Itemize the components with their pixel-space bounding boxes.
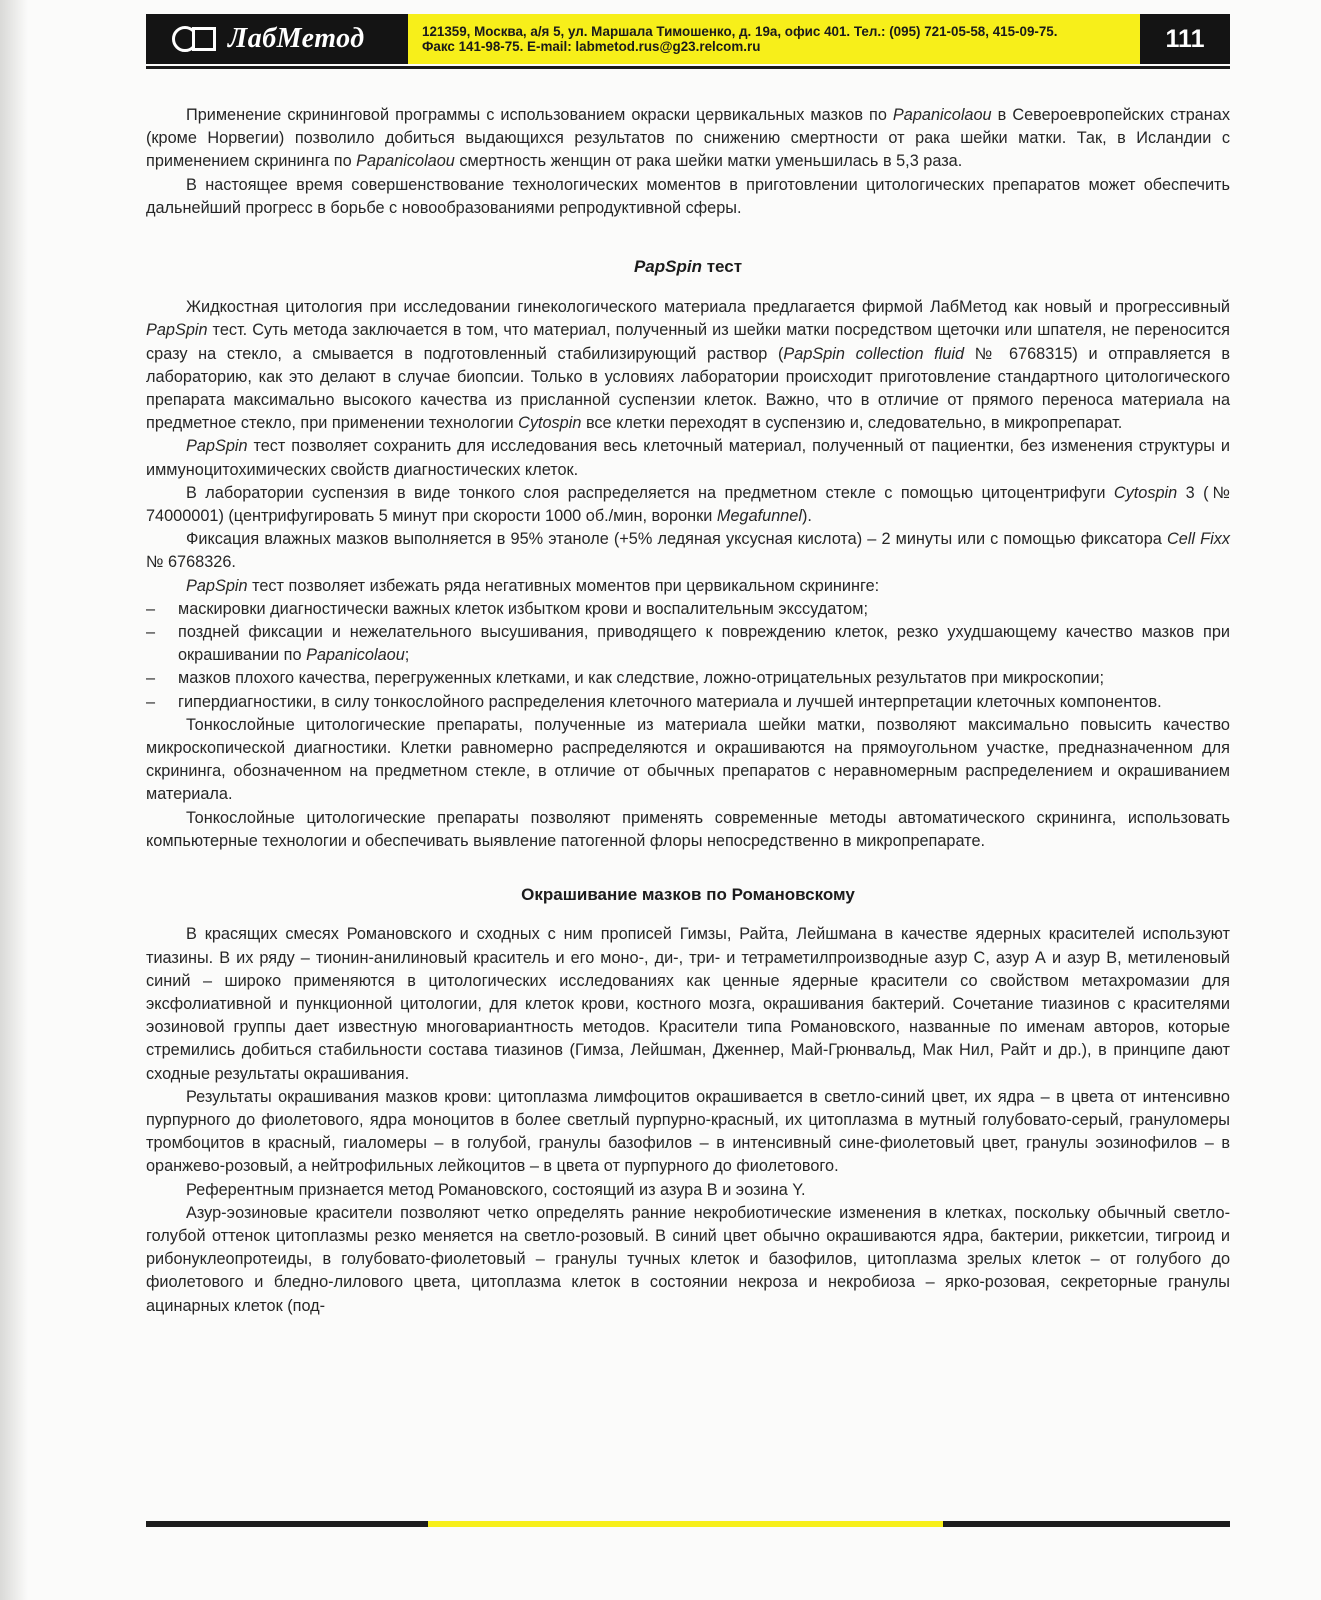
footer-bar-dark-right bbox=[943, 1521, 1230, 1527]
romanovsky-paragraph-3: Референтным признается метод Романовского, состоящий из азура В и эозина Y. bbox=[186, 1180, 806, 1199]
list-item: – мазков плохого качества, перегруженных клетками, и как следствие, ложно-отрицательных результатов при микроскопии; bbox=[146, 667, 1230, 690]
papspin-paragraph-6: Тонкослойные цитологические препараты, полученные из материала шейки матки, позволяют максимально повысить качество микроскопической диагностики. Клетки равномерно распределяются и окрашиваются на прямоугольном участке, предназначенном для скрининга, обозначенном на предметном стекле, в отличие от обычных препаратов с неравномерным распределением и окрашиванием материала. bbox=[146, 715, 1230, 804]
page-header bbox=[146, 14, 1230, 64]
list-item: – поздней фиксации и нежелательного высушивания, приводящего к повреждению клеток, резко ухудшающему качество мазков при окрашивании по Papanicolaou; bbox=[146, 621, 1230, 667]
labmetod-logo-icon bbox=[172, 26, 218, 52]
article-body bbox=[146, 104, 1230, 1318]
romanovsky-paragraph-2: Результаты окрашивания мазков крови: цитоплазма лимфоцитов окрашивается в светло-синий цвет, их ядра – в цвета от интенсивно пурпурного до фиолетового, ядра моноцитов в более светлый пурпурно-красный, их цитоплазма в мутный голубовато-серый, грануломеры тромбоцитов в красный, гиаломеры – в голубой, гранулы базофилов – в интенсивный сине-фиолетовый цвет, гранулы эозинофилов – в оранжево-розовый, а нейтрофильных лейкоцитов – в цвета от пурпурного до фиолетового. bbox=[146, 1087, 1230, 1176]
page-edge-shadow bbox=[0, 0, 28, 1600]
brand-name: ЛабМетод bbox=[228, 23, 365, 54]
papspin-paragraph-2: PapSpin тест позволяет сохранить для исследования весь клеточный материал, полученный от пациентки, без изменения структуры и иммуноцитохимических свойств диагностических клеток. bbox=[146, 437, 1230, 479]
header-rule bbox=[146, 66, 1230, 69]
contact-address: 121359, Москва, а/я 5, ул. Маршала Тимошенко, д. 19а, офис 401. Тел.: (095) 721-05-58, 415-09-75. bbox=[422, 24, 1058, 39]
intro-paragraph-1: Применение скрининговой программы с использованием окраски цервикальных мазков по Papanicolaou в Североевропейских странах (кроме Норвегии) позволило добиться выдающихся результатов по снижению смертности от рака шейки матки. Так, в Исландии с применением скрининга по Papanicolaou смертность женщин от рака шейки матки уменьшилась в 5,3 раза. bbox=[146, 106, 1230, 171]
page-number: 111 bbox=[1140, 14, 1230, 64]
brand-logo bbox=[146, 14, 408, 64]
intro-paragraph-2: В настоящее время совершенствование технологических моментов в приготовлении цитологических препаратов может обеспечить дальнейший прогресс в борьбе с новообразованиями репродуктивной сферы. bbox=[146, 175, 1230, 217]
page-footer-bar bbox=[146, 1521, 1230, 1527]
papspin-paragraph-5: PapSpin тест позволяет избежать ряда негативных моментов при цервикальном скрининге: bbox=[186, 576, 880, 595]
contact-info bbox=[408, 14, 1140, 64]
papspin-benefits-list bbox=[146, 598, 1230, 714]
section-heading-papspin: PapSpin тест bbox=[633, 257, 743, 277]
papspin-paragraph-4: Фиксация влажных мазков выполняется в 95% этаноле (+5% ледяная уксусная кислота) – 2 минуты или с помощью фиксатора Cell Fixx № 6768326. bbox=[146, 530, 1231, 572]
list-item: – маскировки диагностически важных клеток избытком крови и воспалительным экссудатом; bbox=[146, 598, 1230, 621]
romanovsky-paragraph-4: Азур-эозиновые красители позволяют четко определять ранние некробиотические изменения в клетках, поскольку обычный светло-голубой оттенок цитоплазмы резко меняется на светло-розовый. В синий цвет обычно окрашиваются ядра, бактерии, риккетсии, тигроид и рибонуклеопротеиды, в голубовато-фиолетовый – гранулы тучных клеток и базофилов, цитоплазма зрелых клеток – от голубого до фиолетового и бледно-лилового цвета, цитоплазма клеток в состоянии некроза и некробиоза – ярко-розовая, секреторные гранулы ацинарных клеток (под- bbox=[146, 1203, 1230, 1315]
papspin-paragraph-3: В лаборатории суспензия в виде тонкого слоя распределяется на предметном стекле с помощью цитоцентрифуги Cytospin 3 (№ 74000001) (центрифугировать 5 минут при скорости 1000 об./мин, воронки Megafunnel). bbox=[146, 483, 1231, 526]
contact-fax-email: Факс 141-98-75. E-mail: labmetod.rus@g23.relcom.ru bbox=[422, 39, 761, 54]
list-item: – гипердиагностики, в силу тонкослойного распределения клеточного материала и лучшей интерпретации клеточных компонентов. bbox=[146, 691, 1230, 714]
romanovsky-paragraph-1: В красящих смесях Романовского и сходных с ним прописей Гимзы, Райта, Лейшмана в качестве ядерных красителей используют тиазины. В их ряду – тионин-анилиновый краситель и его моно-, ди-, три- и тетраметилпроизводные азур С, азур А и азур В, метиленовый синий – широко применяются в цитологических исследованиях как ценные ядерные красители со свойством метахромазии для эксфолиативной и пункционной цитологии, для клеток крови, костного мозга, окрашивания бактерий. Сочетание тиазинов с красителями эозиновой группы дает известную многовариантность методов. Красители типа Романовского, названные по именам авторов, которые стремились добиться стабильности состава тиазинов (Гимза, Лейшман, Дженнер, Май-Грюнвальд, Мак Нил, Райт и др.), в принципе дают сходные результаты окрашивания. bbox=[146, 925, 1230, 1083]
footer-bar-yellow bbox=[428, 1521, 943, 1527]
footer-bar-dark-left bbox=[146, 1521, 428, 1527]
section-heading-romanovsky: Окрашивание мазков по Романовскому bbox=[521, 885, 855, 905]
papspin-paragraph-7: Тонкослойные цитологические препараты позволяют применять современные методы автоматического скрининга, использовать компьютерные технологии и обеспечивать выявление патогенной флоры непосредственно в микропрепарате. bbox=[146, 808, 1230, 850]
papspin-paragraph-1: Жидкостная цитология при исследовании гинекологического материала предлагается фирмой ЛабМетод как новый и прогрессивный PapSpin тест. Суть метода заключается в том, что материал, полученный из шейки матки посредством щеточки или шпателя, не переносится сразу на стекло, а смывается в подготовленный стабилизирующий раствор (PapSpin collection fluid № 6768315) и отправляется в лабораторию, как это делают в случае биопсии. Только в условиях лаборатории происходит приготовление стандартного цитологического препарата максимально высокого качества из присланной суспензии клеток. Важно, что в отличие от прямого переноса материала на предметное стекло, при применении технологии Cytospin все клетки переходят в суспензию и, следовательно, в микропрепарат. bbox=[146, 298, 1230, 433]
